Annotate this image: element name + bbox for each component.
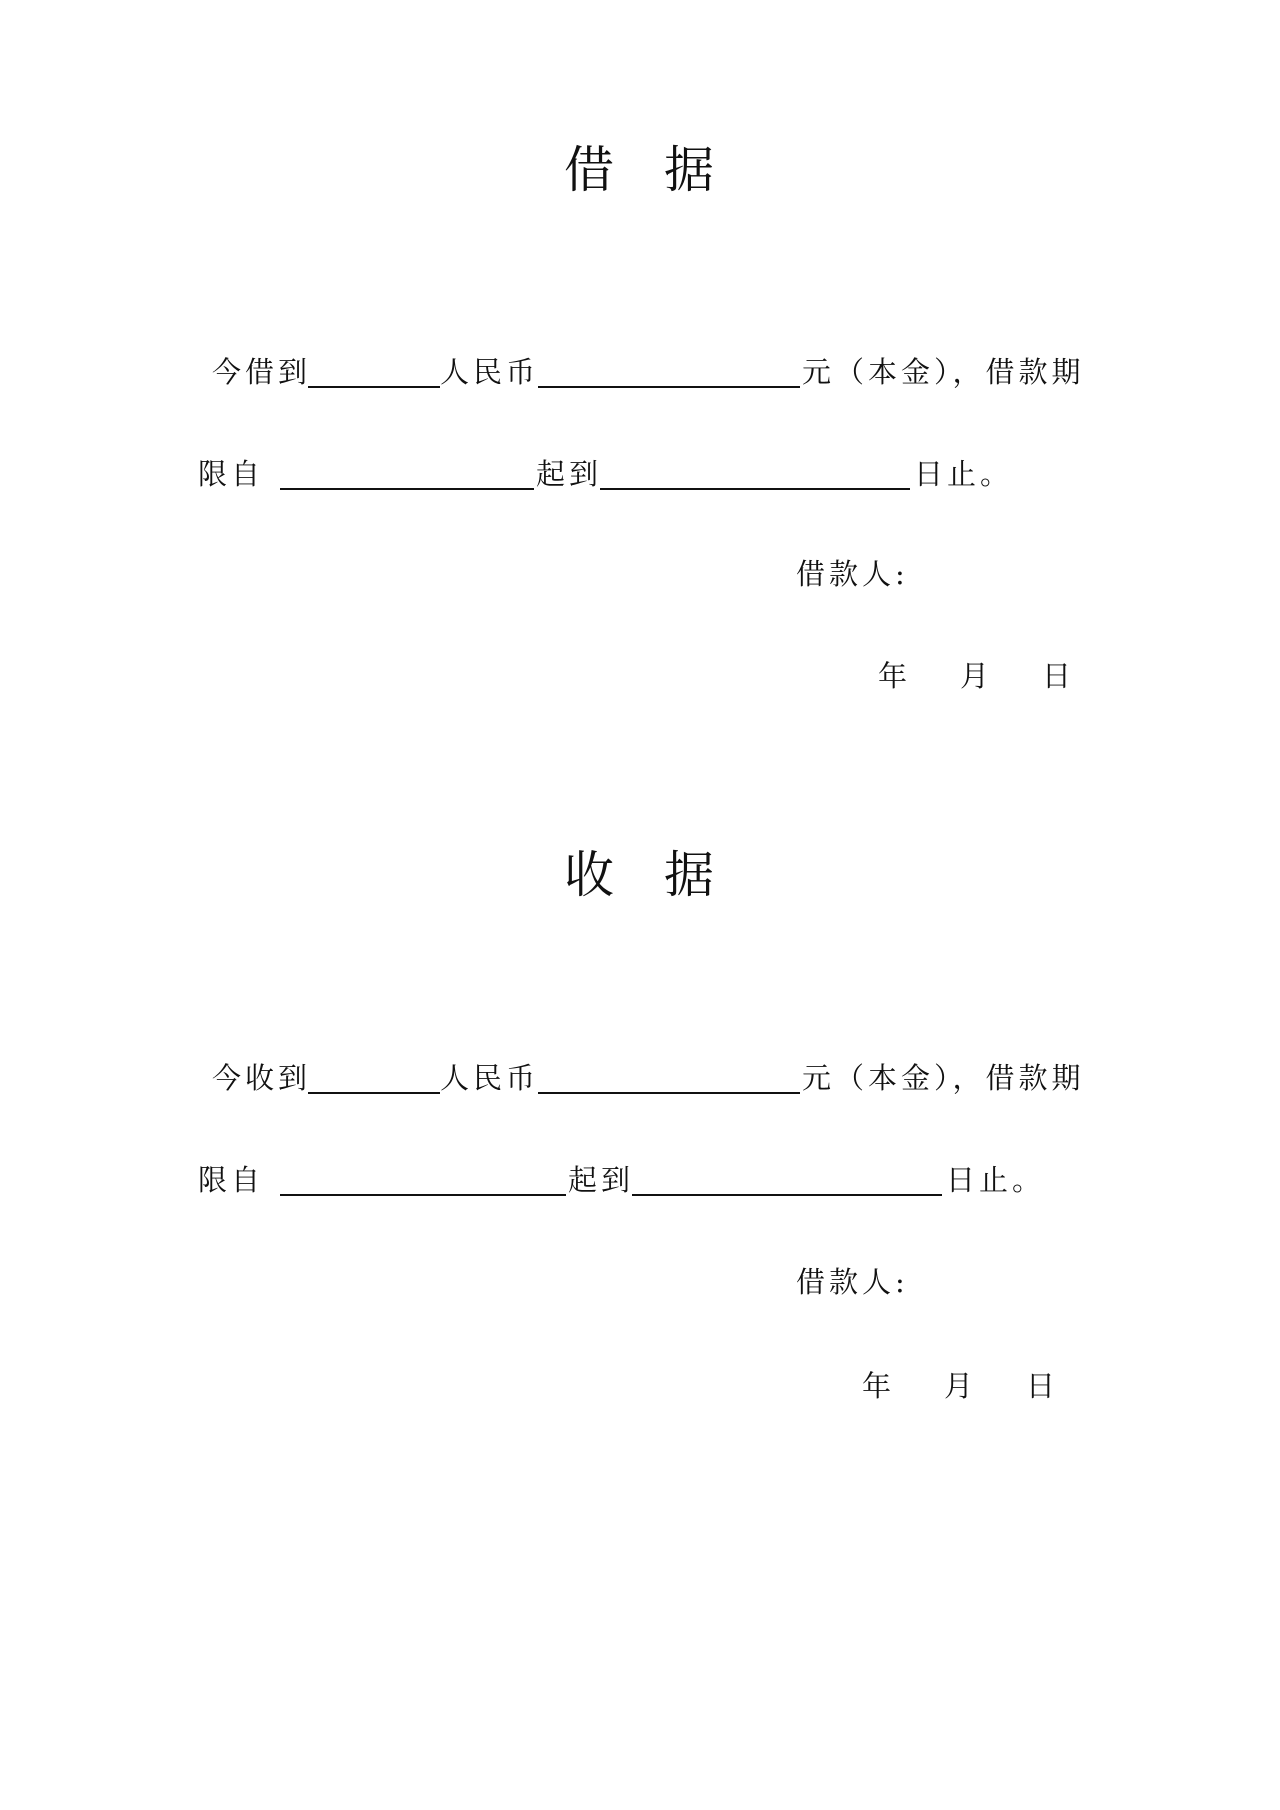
loan-date-month: 月	[960, 659, 990, 693]
loan-start-date-blank[interactable]	[280, 488, 534, 490]
receipt-date-day: 日	[1026, 1369, 1056, 1403]
receipt-line1-suffix: 元（本金），借款期	[802, 1061, 1085, 1095]
receipt-line2-prefix: 限自	[198, 1163, 265, 1197]
loan-note-title	[0, 138, 1280, 202]
loan-line2-prefix: 限自	[198, 457, 265, 491]
loan-line1-prefix: 今借到	[212, 355, 312, 389]
receipt-date-year: 年	[862, 1369, 892, 1403]
receipt-line1-mid: 人民币	[440, 1061, 540, 1095]
receipt-line2-mid: 起到	[568, 1163, 635, 1197]
loan-amount-blank[interactable]	[538, 386, 800, 388]
loan-end-date-blank[interactable]	[600, 488, 910, 490]
loan-line2-mid: 起到	[536, 457, 603, 491]
loan-line2-suffix: 日止。	[914, 457, 1014, 491]
receipt-end-date-blank[interactable]	[632, 1194, 942, 1196]
receipt-date-month: 月	[944, 1369, 974, 1403]
receipt-start-date-blank[interactable]	[280, 1194, 566, 1196]
loan-note-title-char-2: 据	[664, 141, 716, 199]
loan-lender-blank[interactable]	[308, 386, 440, 388]
loan-date-day: 日	[1042, 659, 1072, 693]
receipt-title	[0, 843, 1280, 907]
receipt-line2-suffix: 日止。	[946, 1163, 1046, 1197]
loan-line1-mid: 人民币	[440, 355, 540, 389]
loan-line1-suffix: 元（本金），借款期	[802, 355, 1085, 389]
receipt-title-char-2: 据	[664, 846, 716, 904]
receipt-signer-label: 借款人:	[796, 1265, 909, 1299]
loan-date-year: 年	[878, 659, 908, 693]
receipt-amount-blank[interactable]	[538, 1092, 800, 1094]
loan-signer-label: 借款人:	[796, 557, 909, 591]
receipt-payer-blank[interactable]	[308, 1092, 440, 1094]
loan-note-title-char-1: 借	[564, 141, 616, 199]
receipt-title-char-1: 收	[564, 846, 616, 904]
receipt-line1-prefix: 今收到	[212, 1061, 312, 1095]
